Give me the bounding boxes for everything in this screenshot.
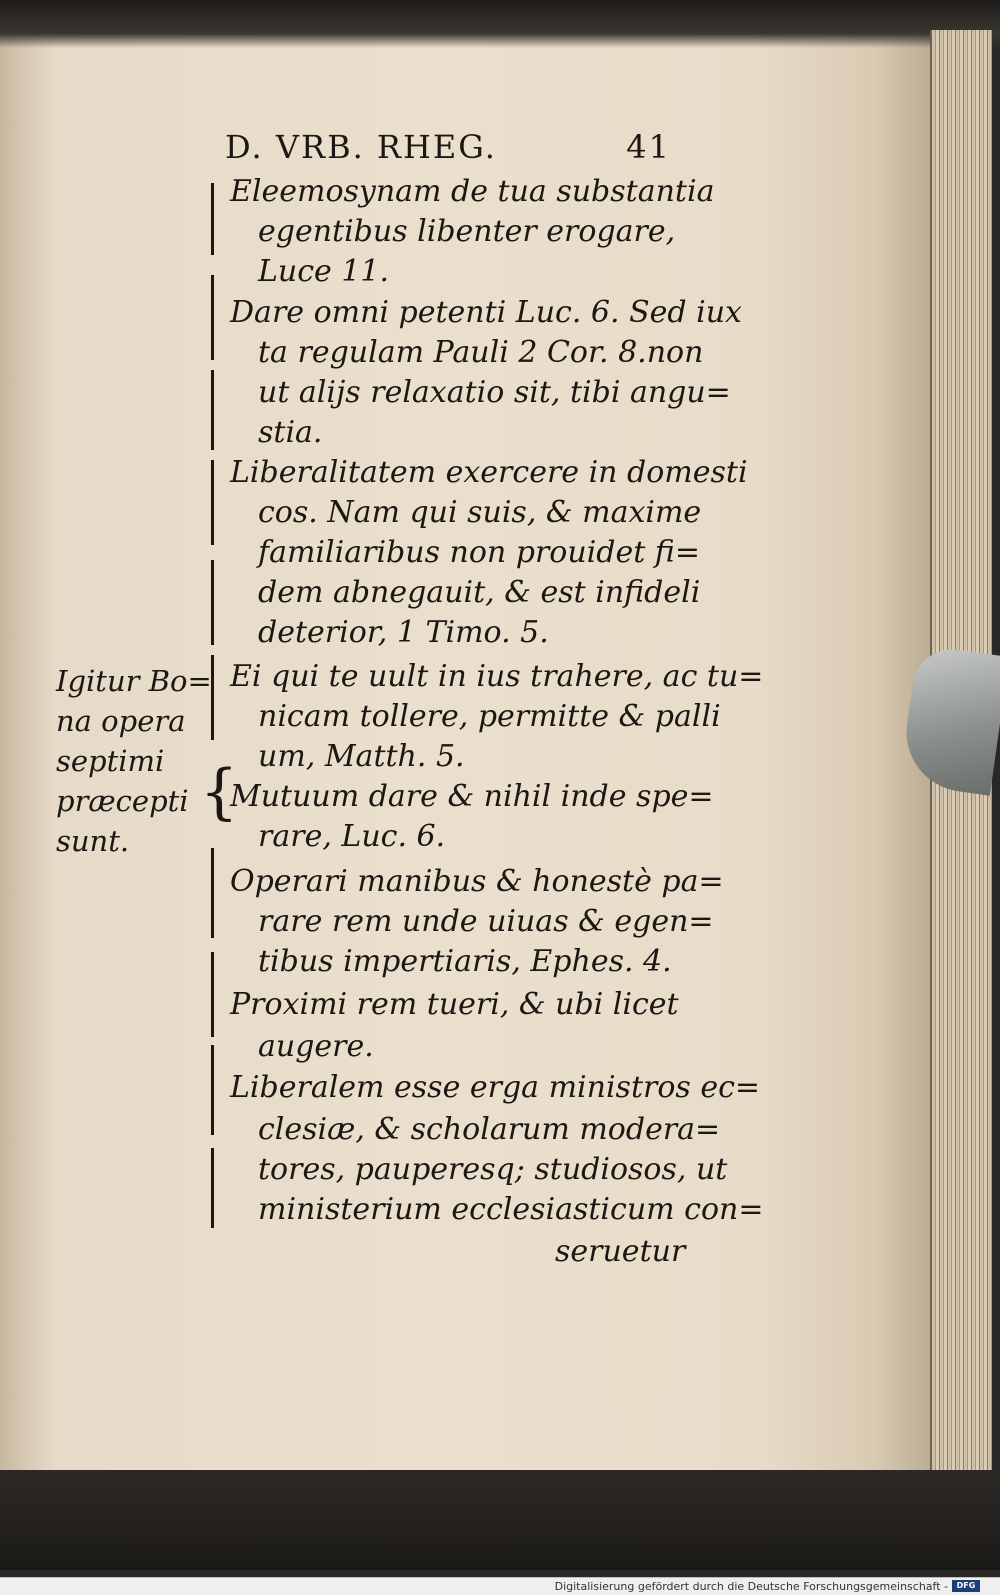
bracket-rule [211, 848, 214, 938]
text-line: dem abnegauit, & est infideli [258, 575, 701, 610]
bracket-rule [211, 183, 214, 255]
text-line: Liberalitatem exercere in domesti [230, 455, 748, 490]
text-line: cos. Nam qui suis, & maxime [258, 495, 702, 530]
catchword: seruetur [555, 1234, 686, 1269]
running-title: D. VRB. RHEG. [225, 128, 497, 166]
text-line: stia. [258, 415, 323, 450]
running-header [225, 128, 671, 166]
text-line: Liberalem esse erga ministros ec= [230, 1070, 761, 1105]
margin-note-line: præcepti [56, 784, 189, 818]
text-line: ta regulam Pauli 2 Cor. 8.non [258, 335, 704, 370]
text-line: ministerium ecclesiasticum con= [258, 1192, 764, 1227]
text-line: clesiæ, & scholarum modera= [258, 1112, 721, 1147]
footer-bar [0, 1577, 1000, 1595]
page-number: 41 [626, 128, 671, 166]
text-line: egentibus libenter erogare, [258, 214, 676, 249]
text-line: Luce 11. [258, 254, 390, 289]
text-line: Ei qui te uult in ius trahere, ac tu= [230, 659, 764, 694]
top-shadow [0, 0, 1000, 48]
text-line: augere. [258, 1029, 374, 1064]
text-line: rare rem unde uiuas & egen= [258, 904, 714, 939]
text-line: tibus impertiaris, Ephes. 4. [258, 944, 672, 979]
bracket-rule [211, 952, 214, 1037]
margin-note-line: septimi [56, 744, 165, 778]
text-line: ut alijs relaxatio sit, tibi angu= [258, 375, 731, 410]
footer-credit: Digitalisierung gefördert durch die Deutsche Forschungsgemeinschaft - [554, 1580, 948, 1593]
bracket-rule [211, 275, 214, 360]
text-line: Operari manibus & honestè pa= [230, 864, 724, 899]
text-line: rare, Luc. 6. [258, 819, 446, 854]
bracket-rule [211, 370, 214, 450]
text-line: Eleemosynam de tua substantia [230, 174, 715, 209]
margin-note-line: Igitur Bo= [56, 664, 212, 698]
bottom-shadow [0, 1470, 1000, 1570]
brace-glyph: { [200, 757, 239, 827]
bracket-rule [211, 1148, 214, 1228]
text-line: tores, pauperesq; studiosos, ut [258, 1152, 728, 1187]
text-line: familiaribus non prouidet fi= [258, 535, 700, 570]
text-line: Dare omni petenti Luc. 6. Sed iux [230, 295, 742, 330]
text-line: deterior, 1 Timo. 5. [258, 615, 549, 650]
bracket-rule [211, 460, 214, 545]
margin-note-line: na opera [56, 704, 186, 738]
dfg-logo: DFG [952, 1580, 980, 1592]
text-line: um, Matth. 5. [258, 739, 465, 774]
margin-note-line: sunt. [56, 824, 130, 858]
text-line: nicam tollere, permitte & palli [258, 699, 721, 734]
bracket-rule [211, 560, 214, 645]
text-line: Proximi rem tueri, & ubi licet [230, 987, 679, 1022]
text-line: Mutuum dare & nihil inde spe= [230, 779, 714, 814]
bracket-rule [211, 1045, 214, 1135]
